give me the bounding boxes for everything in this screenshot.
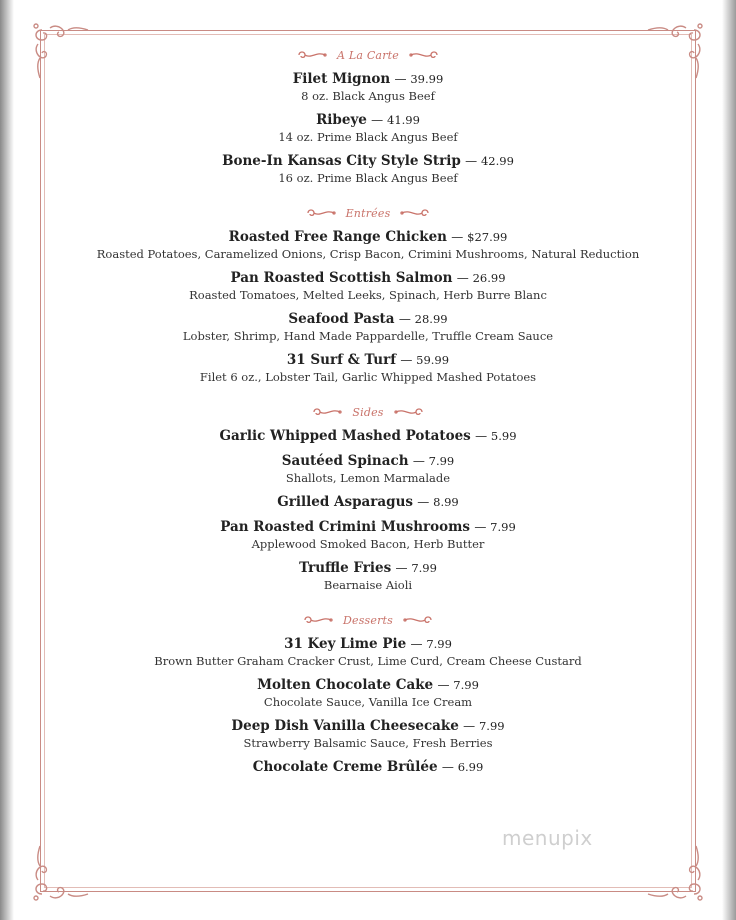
item-price: 59.99	[416, 353, 450, 367]
item-description: Bearnaise Aioli	[323, 578, 413, 592]
item-dash: —	[465, 154, 481, 168]
section-header	[60, 44, 676, 66]
item-name: Ribeye	[316, 112, 367, 128]
flourish-icon	[306, 207, 336, 219]
menu-item	[60, 717, 676, 751]
menu-section	[60, 609, 676, 776]
menu-item	[60, 493, 676, 511]
item-price: 41.99	[387, 113, 420, 127]
left-edge-shadow	[0, 0, 14, 920]
section-title: A La Carte	[337, 48, 399, 62]
item-line	[60, 111, 676, 129]
item-dash: —	[451, 230, 468, 244]
item-price: 39.99	[410, 72, 444, 86]
menu-item	[60, 559, 676, 593]
flourish-icon	[400, 207, 430, 219]
section-items	[60, 635, 676, 776]
item-dash: —	[412, 454, 429, 468]
item-name: Truffle Fries	[299, 560, 392, 576]
menu-item	[60, 427, 676, 445]
item-line	[60, 351, 676, 369]
flourish-icon	[303, 614, 333, 626]
section-title: Desserts	[342, 613, 394, 627]
item-price: 42.99	[480, 154, 514, 168]
menu-item	[60, 758, 676, 776]
item-description: Lobster, Shrimp, Hand Made Pappardelle, Truffle Cream Sauce	[182, 329, 554, 343]
menu-item	[60, 452, 676, 486]
item-name: Pan Roasted Crimini Mushrooms	[220, 519, 471, 535]
item-name: Deep Dish Vanilla Cheesecake	[231, 718, 459, 734]
item-dash: —	[394, 72, 411, 86]
item-description: 8 oz. Black Angus Beef	[301, 89, 435, 103]
item-description: Chocolate Sauce, Vanilla Ice Cream	[263, 695, 473, 709]
menu-item	[60, 351, 676, 385]
item-name: Bone-In Kansas City Style Strip	[222, 153, 461, 169]
section-title: Sides	[352, 405, 384, 419]
section-items	[60, 427, 676, 593]
flourish-icon	[297, 49, 327, 61]
item-line	[60, 70, 676, 88]
menu-item	[60, 676, 676, 710]
item-dash: —	[463, 719, 479, 733]
item-name: Pan Roasted Scottish Salmon	[230, 270, 453, 286]
flourish-icon	[312, 406, 342, 418]
item-price: 28.99	[414, 312, 448, 326]
item-price: 6.99	[457, 760, 484, 774]
item-name: Seafood Pasta	[288, 311, 395, 327]
item-dash: —	[441, 760, 458, 774]
item-description: Filet 6 oz., Lobster Tail, Garlic Whipped Mashed Potatoes	[199, 370, 537, 384]
item-name: Garlic Whipped Mashed Potatoes	[219, 428, 471, 444]
menu-item	[60, 111, 676, 145]
item-dash: —	[475, 429, 491, 443]
item-name: Chocolate Creme Brûlée	[252, 759, 438, 775]
item-price: 7.99	[411, 561, 437, 575]
item-description: Strawberry Balsamic Sauce, Fresh Berries	[243, 736, 493, 750]
menu-item	[60, 518, 676, 552]
item-line	[60, 635, 676, 653]
menu-content	[60, 44, 676, 792]
item-description: 14 oz. Prime Black Angus Beef	[278, 130, 458, 144]
item-description: Shallots, Lemon Marmalade	[285, 471, 451, 485]
menu-section	[60, 401, 676, 593]
item-dash: —	[437, 678, 454, 692]
item-line	[60, 518, 676, 536]
item-line	[60, 269, 676, 287]
corner-flourish-icon	[644, 842, 708, 906]
item-name: Sautéed Spinach	[281, 453, 409, 469]
menu-section	[60, 44, 676, 186]
item-price: 7.99	[426, 637, 452, 651]
section-title: Entrées	[345, 206, 391, 220]
menu-item	[60, 70, 676, 104]
right-edge-shadow	[722, 0, 736, 920]
item-dash: —	[395, 561, 412, 575]
section-header	[60, 202, 676, 224]
item-price: 26.99	[472, 271, 506, 285]
item-price: 7.99	[453, 678, 479, 692]
watermark: menupix	[502, 826, 593, 850]
item-price: 7.99	[478, 719, 505, 733]
item-description: Roasted Potatoes, Caramelized Onions, Crisp Bacon, Crimini Mushrooms, Natural Reduction	[96, 247, 640, 261]
item-line	[60, 427, 676, 445]
item-dash: —	[456, 271, 473, 285]
item-description: Brown Butter Graham Cracker Crust, Lime Curd, Cream Cheese Custard	[154, 654, 582, 668]
item-dash: —	[400, 353, 417, 367]
item-description: 16 oz. Prime Black Angus Beef	[278, 171, 458, 185]
item-description: Roasted Tomatoes, Melted Leeks, Spinach, Herb Burre Blanc	[189, 288, 547, 302]
item-price: 5.99	[490, 429, 517, 443]
section-header	[60, 401, 676, 423]
item-line	[60, 310, 676, 328]
item-dash: —	[371, 113, 387, 127]
item-line	[60, 758, 676, 776]
item-price: $27.99	[467, 230, 508, 244]
menu-item	[60, 635, 676, 669]
item-dash: —	[474, 520, 491, 534]
item-line	[60, 676, 676, 694]
item-line	[60, 152, 676, 170]
item-name: Filet Mignon	[292, 71, 391, 87]
item-name: 31 Key Lime Pie	[284, 636, 407, 652]
section-items	[60, 70, 676, 186]
item-price: 8.99	[433, 495, 459, 509]
section-items	[60, 228, 676, 385]
section-header	[60, 609, 676, 631]
flourish-icon	[403, 614, 433, 626]
item-price: 7.99	[428, 454, 455, 468]
item-name: Molten Chocolate Cake	[257, 677, 434, 693]
menu-section	[60, 202, 676, 385]
item-name: Roasted Free Range Chicken	[228, 229, 447, 245]
menu-item	[60, 310, 676, 344]
item-dash: —	[398, 312, 415, 326]
item-name: 31 Surf & Turf	[286, 352, 397, 368]
flourish-icon	[394, 406, 424, 418]
item-line	[60, 717, 676, 735]
item-line	[60, 493, 676, 511]
menu-item	[60, 269, 676, 303]
item-dash: —	[417, 495, 434, 509]
item-description: Applewood Smoked Bacon, Herb Butter	[251, 537, 485, 551]
item-line	[60, 559, 676, 577]
menu-item	[60, 152, 676, 186]
item-name: Grilled Asparagus	[277, 494, 413, 510]
item-line	[60, 452, 676, 470]
item-line	[60, 228, 676, 246]
corner-flourish-icon	[28, 842, 92, 906]
item-dash: —	[410, 637, 427, 651]
menu-item	[60, 228, 676, 262]
item-price: 7.99	[490, 520, 516, 534]
flourish-icon	[409, 49, 439, 61]
